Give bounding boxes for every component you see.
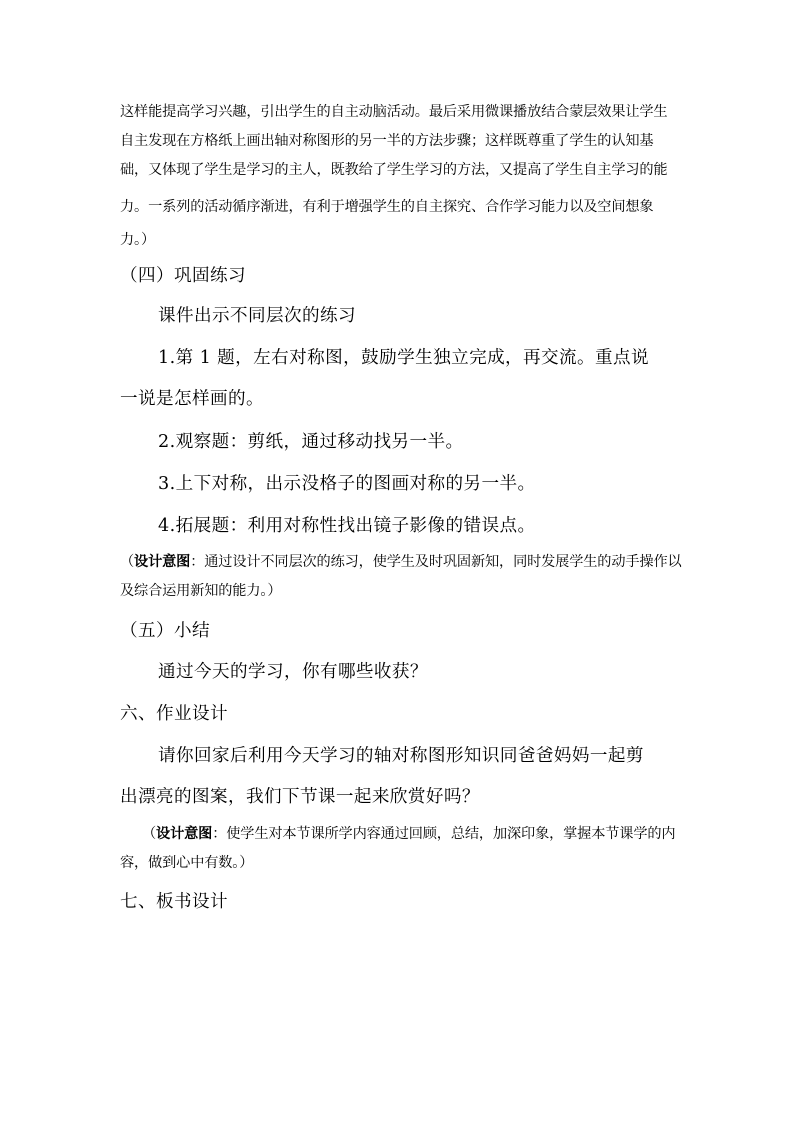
design-note-label: 设计意图 <box>134 554 191 570</box>
section-6-design-note-line-2: 容，做到心中有数。） <box>120 855 254 871</box>
section-4-heading: （四）巩固练习 <box>120 266 246 286</box>
intro-line-3: 础，又体现了学生是学习的主人，既教给了学生学习的方法，又提高了学生自主学习的能 <box>120 162 668 178</box>
design-note-open-paren: （ <box>142 826 157 842</box>
exercise-3: 3.上下对称，出示没格子的图画对称的另一半。 <box>158 474 536 494</box>
intro-line-1: 这样能提高学习兴趣，引出学生的自主动脑活动。最后采用微课播放结合蒙层效果让学生 <box>120 104 668 120</box>
exercise-2: 2.观察题：剪纸，通过移动找另一半。 <box>158 432 464 452</box>
section-7-heading: 七、板书设计 <box>120 892 228 912</box>
exercise-4: 4.拓展题：利用对称性找出镜子影像的错误点。 <box>158 516 536 536</box>
section-6-heading: 六、作业设计 <box>120 704 228 724</box>
section-5-body: 通过今天的学习，你有哪些收获？ <box>158 662 428 682</box>
design-note-open-paren: （ <box>120 554 135 570</box>
intro-line-4: 力。一系列的活动循序渐进，有利于增强学生的自主探究、合作学习能力以及空间想象 <box>120 199 654 215</box>
design-note-label: 设计意图 <box>156 826 213 842</box>
section-6-design-note-line-1 <box>142 823 675 843</box>
design-note-text: ：使学生对本节课所学内容通过回顾，总结，加深印象，掌握本节课学的内 <box>212 826 676 842</box>
section-6-body-line-1: 请你回家后利用今天学习的轴对称图形知识同爸爸妈妈一起剪 <box>158 746 644 766</box>
section-4-intro: 课件出示不同层次的练习 <box>158 306 356 326</box>
exercise-1-line-2: 一说是怎样画的。 <box>120 389 264 409</box>
section-4-design-note-line-2: 及综合运用新知的能力。） <box>120 583 282 599</box>
design-note-text: ：通过设计不同层次的练习，使学生及时巩固新知，同时发展学生的动手操作以 <box>190 554 682 570</box>
intro-line-5: 力。） <box>120 232 156 248</box>
intro-line-2: 自主发现在方格纸上画出轴对称图形的另一半的方法步骤；这样既尊重了学生的认知基 <box>120 133 654 149</box>
section-4-design-note-line-1 <box>120 551 682 571</box>
section-5-heading: （五）小结 <box>120 621 210 641</box>
section-6-body-line-2: 出漂亮的图案，我们下节课一起来欣赏好吗？ <box>120 787 480 807</box>
exercise-1-line-1: 1.第 1 题，左右对称图，鼓励学生独立完成，再交流。重点说 <box>158 348 650 368</box>
